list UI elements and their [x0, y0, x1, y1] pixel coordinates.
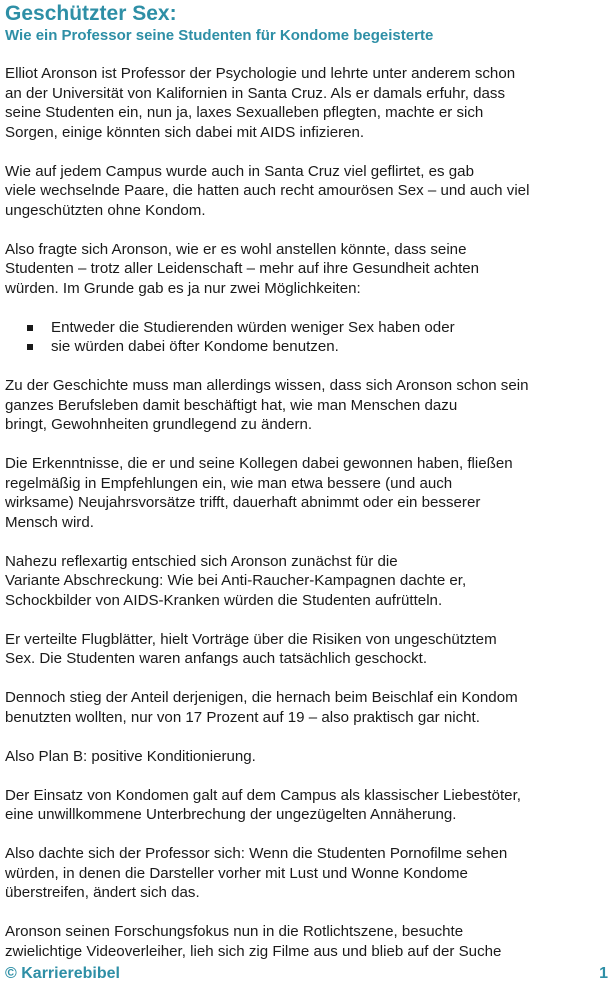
- text-line: benutzten wollten, nur von 17 Prozent auf 19 – also praktisch gar nicht.: [5, 708, 480, 726]
- footer-copyright: © Karrierebibel: [5, 965, 120, 982]
- text-line: Studenten – trotz aller Leidenschaft – mehr auf ihre Gesundheit achten: [5, 260, 480, 277]
- text-line: ungeschützten ohne Kondom.: [5, 201, 206, 219]
- text-line: Mensch wird.: [5, 513, 94, 531]
- text-line: Schockbilder von AIDS-Kranken würden die Studenten aufrütteln.: [5, 591, 443, 609]
- document-title: Geschützter Sex:: [5, 2, 177, 25]
- paragraph: [5, 922, 609, 961]
- text-line: viele wechselnde Paare, die hatten auch recht amourösen Sex – und auch viel: [5, 182, 530, 199]
- bullet-text: Entweder die Studierenden würden weniger Sex haben oder: [51, 318, 455, 336]
- document-subtitle: Wie ein Professor seine Studenten für Kondome begeisterte: [5, 27, 434, 44]
- text-line: Die Erkenntnisse, die er und seine Kollegen dabei gewonnen haben, fließen: [5, 455, 513, 472]
- text-line: Er verteilte Flugblätter, hielt Vorträge über die Risiken von ungeschütztem: [5, 630, 497, 648]
- text-line: Aronson seinen Forschungsfokus nun in die Rotlichtszene, besuchte: [5, 923, 464, 940]
- text-line: Sex. Die Studenten waren anfangs auch tatsächlich geschockt.: [5, 650, 428, 667]
- bullet-item: [5, 337, 609, 357]
- text-line: Also dachte sich der Professor sich: Wenn die Studenten Pornofilme sehen: [5, 845, 508, 862]
- text-line: an der Universität von Kalifornien in Santa Cruz. Als er damals erfuhr, dass: [5, 84, 506, 102]
- text-line: Also Plan B: positive Konditionierung.: [5, 747, 256, 765]
- text-line: eine unwillkommene Unterbrechung der ungezügelten Annäherung.: [5, 806, 457, 823]
- text-line: Also fragte sich Aronson, wie er es wohl anstellen könnte, dass seine: [5, 240, 467, 258]
- text-line: zwielichtige Videoverleiher, lieh sich zig Filme aus und blieb auf der Suche: [5, 942, 502, 960]
- bullet-item: [5, 318, 609, 338]
- paragraph: [5, 786, 609, 825]
- paragraph: [5, 64, 609, 142]
- page-number: 1: [599, 965, 608, 982]
- square-bullet-icon: [27, 344, 33, 350]
- paragraph: [5, 376, 609, 435]
- text-line: wirksame) Neujahrsvorsätze trifft, dauerhaft abnimmt oder ein besserer: [5, 494, 481, 511]
- bullet-list: [5, 318, 609, 357]
- paragraph: [5, 162, 609, 221]
- bullet-text: sie würden dabei öfter Kondome benutzen.: [51, 338, 339, 355]
- text-line: Sorgen, einige könnten sich dabei mit AIDS infizieren.: [5, 123, 365, 141]
- text-line: würden. Im Grunde gab es ja nur zwei Möglichkeiten:: [5, 279, 361, 297]
- document-body: [5, 64, 609, 981]
- text-line: Wie auf jedem Campus wurde auch in Santa Cruz viel geflirtet, es gab: [5, 162, 474, 180]
- text-line: seine Studenten ein, nun ja, laxes Sexualleben pflegten, machte er sich: [5, 104, 484, 121]
- paragraph: [5, 454, 609, 532]
- paragraph: [5, 630, 609, 669]
- square-bullet-icon: [27, 325, 33, 331]
- text-line: bringt, Gewohnheiten grundlegend zu ändern.: [5, 416, 313, 433]
- text-line: Der Einsatz von Kondomen galt auf dem Campus als klassischer Liebestöter,: [5, 786, 521, 804]
- text-line: Zu der Geschichte muss man allerdings wissen, dass sich Aronson schon sein: [5, 377, 529, 394]
- text-line: würden, in denen die Darsteller vorher mit Lust und Wonne Kondome: [5, 864, 468, 882]
- text-line: Dennoch stieg der Anteil derjenigen, die hernach beim Beischlaf ein Kondom: [5, 689, 518, 706]
- paragraph: [5, 552, 609, 611]
- text-line: überstreifen, ändert sich das.: [5, 884, 200, 901]
- paragraph: [5, 747, 609, 767]
- paragraph: [5, 688, 609, 727]
- text-line: Nahezu reflexartig entschied sich Aronson zunächst für die: [5, 552, 398, 570]
- paragraph: [5, 240, 609, 299]
- paragraph: [5, 844, 609, 903]
- text-line: ganzes Berufsleben damit beschäftigt hat, wie man Menschen dazu: [5, 396, 458, 414]
- text-line: regelmäßig in Empfehlungen ein, wie man etwa bessere (und auch: [5, 474, 453, 492]
- text-line: Elliot Aronson ist Professor der Psychologie und lehrte unter anderem schon: [5, 65, 516, 82]
- text-line: Variante Abschreckung: Wie bei Anti-Raucher-Kampagnen dachte er,: [5, 572, 467, 589]
